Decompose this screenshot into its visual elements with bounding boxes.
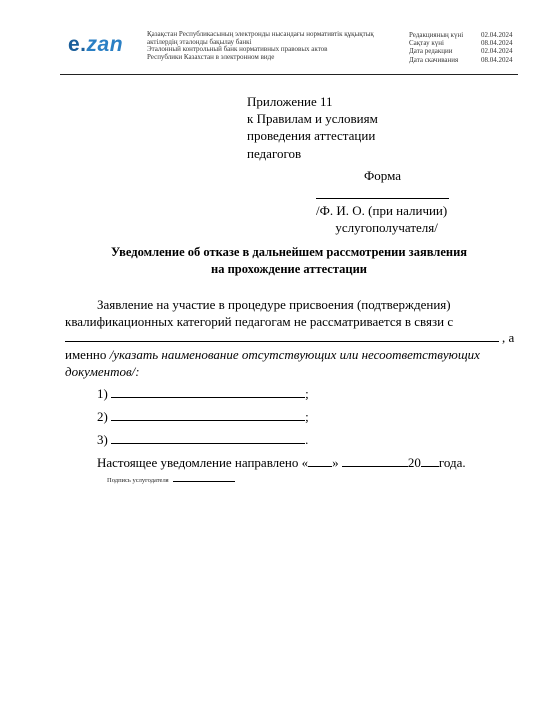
date-row (409, 31, 521, 39)
item-end: ; (305, 409, 309, 424)
body-text-line: Заявление на участие в процедуре присвоения (подтверждения) (97, 297, 451, 312)
body-comma-a: , а (502, 330, 515, 345)
recipient-name-line (316, 198, 449, 199)
appendix-block (247, 93, 378, 162)
appendix-line: проведения аттестации (247, 128, 376, 144)
item-number: 3) (97, 432, 108, 447)
date-label: Дата скачивания (409, 55, 459, 64)
form-label: Форма (364, 168, 401, 183)
source-line: Қазақстан Республикасының электронды нысандағы нормативтік құқықтық (147, 30, 374, 38)
date-value: 08.04.2024 (481, 55, 513, 64)
item-blank (111, 385, 305, 398)
date-label: Редакцияның күні (409, 31, 464, 39)
notice-line (97, 454, 466, 471)
date-row (409, 39, 521, 47)
date-value: 02.04.2024 (481, 31, 513, 39)
document-item-line (97, 431, 308, 448)
date-value: 08.04.2024 (481, 39, 513, 48)
header-dates (409, 31, 521, 64)
date-row (409, 47, 521, 55)
ezan-logo (68, 34, 123, 56)
document-item-line (97, 408, 309, 425)
title-line: Уведомление об отказе в дальнейшем рассмотрении заявления (110, 245, 468, 259)
date-label: Дата редакции (409, 47, 453, 56)
signature-blank (173, 475, 235, 482)
title-line: на прохождение аттестации (211, 262, 367, 276)
fio-caption-line: услугополучателя/ (335, 220, 438, 236)
body-text-line: квалификационных категорий педагогам не рассматривается в связи с (65, 314, 454, 329)
logo-zan: zan (86, 33, 124, 56)
header-source-text (147, 31, 397, 61)
signature-label: Подпись услугодателя (107, 477, 169, 484)
notice-text: Настоящее уведомление направлено « (97, 455, 309, 470)
notice-text: » (332, 455, 342, 470)
appendix-line: Приложение 11 (247, 94, 333, 109)
appendix-line: педагогов (247, 145, 302, 161)
instruction-text: /указать наименование отсутствующих или несоответствующих (109, 347, 480, 362)
appendix-line: к Правилам и условиям (247, 111, 378, 127)
date-row (409, 56, 521, 64)
fio-caption-line: /Ф. И. О. (при наличии) (316, 203, 448, 218)
imenno-text: именно (65, 347, 110, 362)
instruction-text: документов/: (65, 364, 140, 379)
reason-blank-line (65, 341, 499, 342)
date-value: 02.04.2024 (481, 47, 513, 56)
notice-text: 20 (407, 455, 421, 470)
source-line: Эталонный контрольный банк нормативных правовых актов (147, 45, 328, 54)
item-number: 2) (97, 409, 108, 424)
item-end: . (305, 432, 309, 447)
document-title (60, 244, 518, 278)
item-end: ; (305, 386, 309, 401)
day-blank (308, 454, 332, 467)
document-item-line (97, 385, 309, 402)
notice-text: года. (438, 455, 466, 470)
header-divider (60, 74, 518, 75)
date-label: Сақтау күні (409, 39, 444, 48)
source-line: Республики Казахстан в электронном виде (147, 52, 275, 61)
item-number: 1) (97, 386, 108, 401)
source-line: актілердің эталонды бақылау банкі (147, 37, 252, 46)
month-blank (342, 454, 408, 467)
item-blank (111, 408, 305, 421)
logo-e: e. (68, 33, 87, 56)
year-blank (421, 454, 439, 467)
signature-line (107, 475, 235, 484)
recipient-name-caption (316, 202, 447, 236)
body-text-line (65, 346, 480, 363)
item-blank (111, 431, 305, 444)
